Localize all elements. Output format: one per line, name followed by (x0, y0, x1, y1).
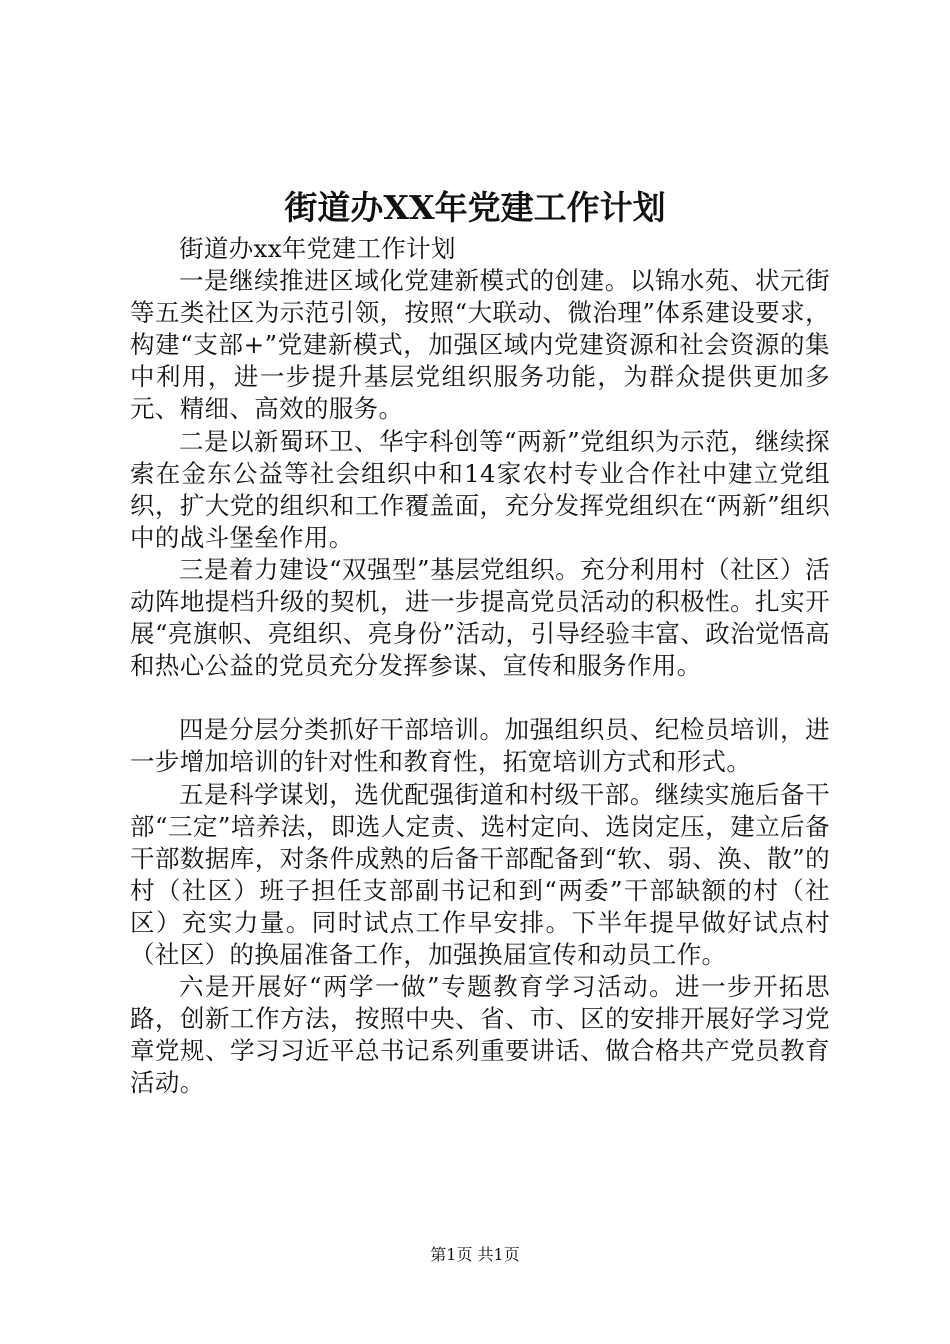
paragraph-5: 五是科学谋划，选优配强街道和村级干部。继续实施后备干部“三定”培养法，即选人定责、选村定向、选岗定压，建立后备干部数据库，对条件成熟的后备干部配备到“软、弱、涣、散”的村（社区）班子担任支部副书记和到“两委”干部缺额的村（社区）充实力量。同时试点工作早安排。下半年提早做好试点村（社区）的换届准备工作，加强换届宣传和动员工作。 (130, 779, 830, 969)
paragraph-1: 一是继续推进区域化党建新模式的创建。以锦水苑、状元街等五类社区为示范引领，按照“大联动、微治理”体系建设要求，构建“支部+”党建新模式，加强区域内党建资源和社会资源的集中利用，进一步提升基层党组织服务功能，为群众提供更加多元、精细、高效的服务。 (130, 266, 830, 424)
document-body (130, 233, 830, 1099)
paragraph-3: 三是着力建设“双强型”基层党组织。充分利用村（社区）活动阵地提档升级的契机，进一步提高党员活动的积极性。扎实开展“亮旗帜、亮组织、亮身份”活动，引导经验丰富、政治觉悟高和热心公益的党员充分发挥参谋、宣传和服务作用。 (130, 554, 830, 681)
document-subtitle: 街道办xx年党建工作计划 (179, 234, 456, 263)
paragraph-6: 六是开展好“两学一做”专题教育学习活动。进一步开拓思路，创新工作方法，按照中央、省、市、区的安排开展好学习党章党规、学习习近平总书记系列重要讲话、做合格共产党员教育活动。 (130, 972, 830, 1098)
paragraph-2: 二是以新蜀环卫、华宇科创等“两新”党组织为示范，继续探索在金东公益等社会组织中和14家农村专业合作社中建立党组织，扩大党的组织和工作覆盖面，充分发挥党组织在“两新”组织中的战斗堡垒作用。 (130, 426, 830, 552)
page-footer: 第1页 共1页 (430, 1245, 520, 1264)
document-title: 街道办XX年党建工作计划 (284, 188, 666, 227)
paragraph-4: 四是分层分类抓好干部培训。加强组织员、纪检员培训，进一步增加培训的针对性和教育性，拓宽培训方式和形式。 (130, 715, 830, 777)
